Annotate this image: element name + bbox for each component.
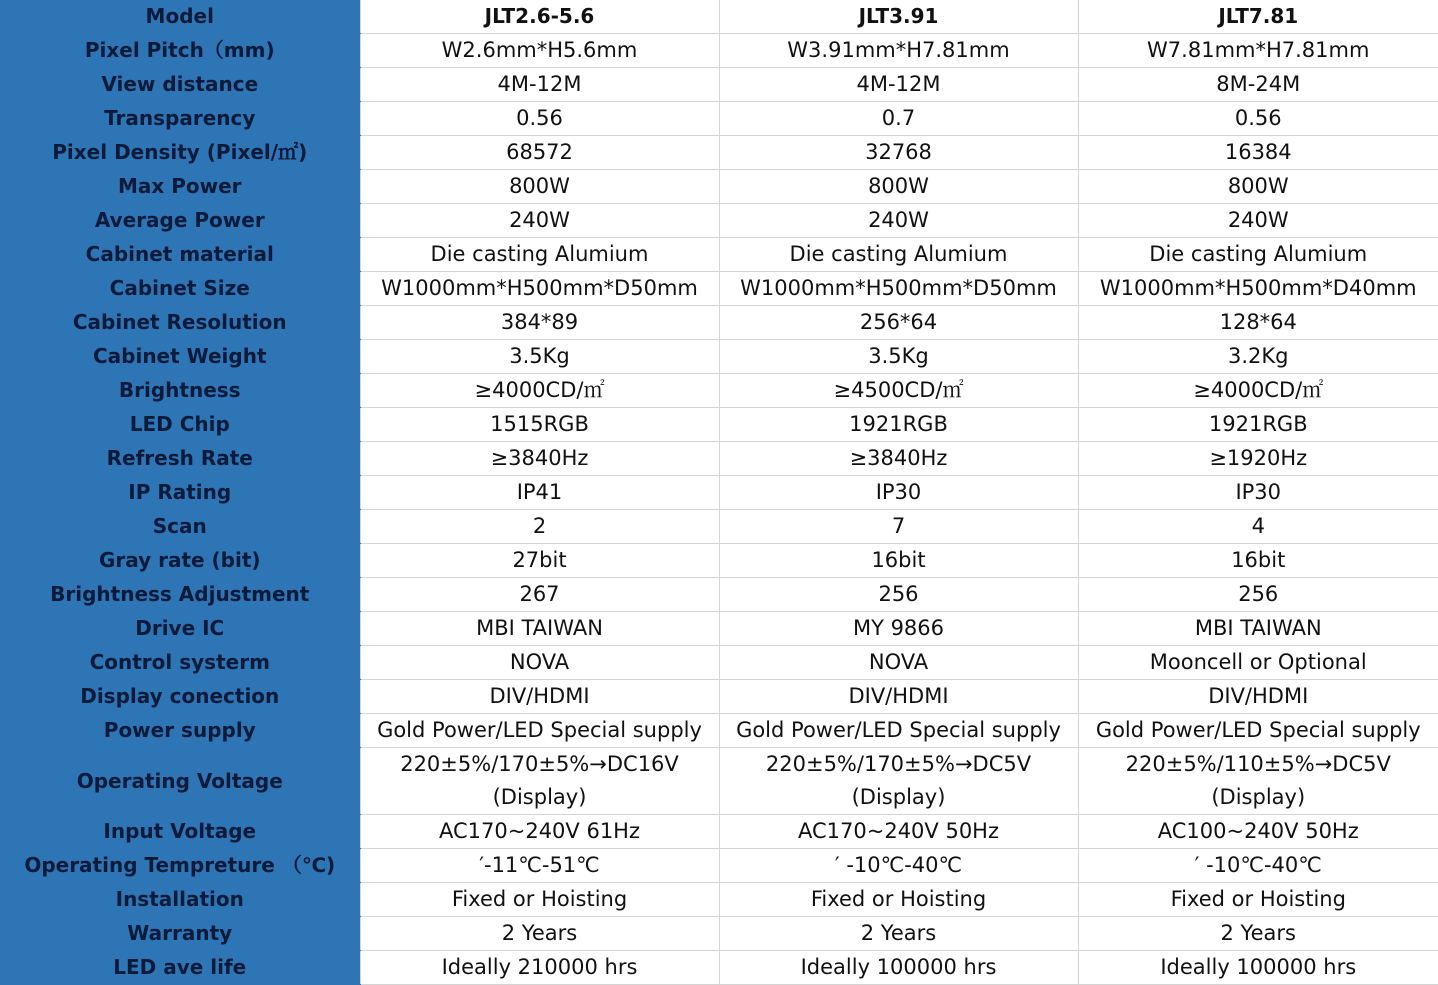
spec-row — [0, 204, 1438, 238]
spec-value: W2.6mm*H5.6mm — [360, 34, 719, 68]
row-label: Pixel Density (Pixel/㎡) — [0, 136, 360, 170]
row-label: Pixel Pitch（mm) — [0, 34, 360, 68]
spec-row — [0, 374, 1438, 408]
spec-row — [0, 815, 1438, 849]
spec-value: Gold Power/LED Special supply — [360, 714, 719, 748]
spec-value: 3.5Kg — [360, 340, 719, 374]
spec-value: MBI TAIWAN — [360, 612, 719, 646]
spec-row — [0, 544, 1438, 578]
row-label: Power supply — [0, 714, 360, 748]
spec-value: 4M-12M — [719, 68, 1078, 102]
spec-value: MY 9866 — [719, 612, 1078, 646]
spec-row — [0, 883, 1438, 917]
row-label: Average Power — [0, 204, 360, 238]
spec-value: 7 — [719, 510, 1078, 544]
spec-value: ′ -10℃-40℃ — [719, 849, 1078, 883]
spec-value: 27bit — [360, 544, 719, 578]
spec-value: Fixed or Hoisting — [1078, 883, 1438, 917]
spec-value: 2 Years — [360, 917, 719, 951]
spec-value: ≥4000CD/㎡ — [1078, 374, 1438, 408]
spec-row — [0, 340, 1438, 374]
header-row — [0, 0, 1438, 34]
spec-value: IP30 — [1078, 476, 1438, 510]
row-label: Installation — [0, 883, 360, 917]
spec-row — [0, 170, 1438, 204]
row-label: LED ave life — [0, 951, 360, 985]
spec-value: NOVA — [360, 646, 719, 680]
spec-value: ≥4000CD/㎡ — [360, 374, 719, 408]
spec-value: 256 — [719, 578, 1078, 612]
spec-value: Gold Power/LED Special supply — [1078, 714, 1438, 748]
row-label: Refresh Rate — [0, 442, 360, 476]
spec-value-line: (Display) — [720, 781, 1078, 814]
spec-value: 4M-12M — [360, 68, 719, 102]
spec-row — [0, 408, 1438, 442]
spec-value: ≥4500CD/㎡ — [719, 374, 1078, 408]
spec-value-line: 220±5%/170±5%→DC5V — [720, 748, 1078, 781]
spec-value: 256 — [1078, 578, 1438, 612]
spec-value — [1078, 748, 1438, 815]
row-label: Cabinet Resolution — [0, 306, 360, 340]
spec-value: W7.81mm*H7.81mm — [1078, 34, 1438, 68]
spec-value: Die casting Alumium — [1078, 238, 1438, 272]
spec-value: W1000mm*H500mm*D50mm — [360, 272, 719, 306]
spec-value: 3.2Kg — [1078, 340, 1438, 374]
spec-value: 2 Years — [719, 917, 1078, 951]
row-label: Operating Voltage — [0, 748, 360, 815]
spec-value: Fixed or Hoisting — [360, 883, 719, 917]
spec-row — [0, 136, 1438, 170]
spec-value: 0.56 — [360, 102, 719, 136]
row-label: Drive IC — [0, 612, 360, 646]
row-label: IP Rating — [0, 476, 360, 510]
spec-value: W1000mm*H500mm*D40mm — [1078, 272, 1438, 306]
spec-value: W1000mm*H500mm*D50mm — [719, 272, 1078, 306]
spec-value: 16bit — [1078, 544, 1438, 578]
spec-row — [0, 34, 1438, 68]
row-label: Warranty — [0, 917, 360, 951]
spec-row — [0, 578, 1438, 612]
spec-value: 240W — [360, 204, 719, 238]
spec-value: MBI TAIWAN — [1078, 612, 1438, 646]
spec-value: ′ -10℃-40℃ — [1078, 849, 1438, 883]
row-label: Brightness — [0, 374, 360, 408]
row-label: Cabinet material — [0, 238, 360, 272]
spec-value: ≥3840Hz — [719, 442, 1078, 476]
spec-row — [0, 442, 1438, 476]
spec-row — [0, 951, 1438, 985]
spec-value: ≥3840Hz — [360, 442, 719, 476]
row-label: LED Chip — [0, 408, 360, 442]
spec-row — [0, 238, 1438, 272]
spec-value: NOVA — [719, 646, 1078, 680]
spec-value: DIV/HDMI — [360, 680, 719, 714]
spec-value: AC170~240V 50Hz — [719, 815, 1078, 849]
spec-row — [0, 680, 1438, 714]
spec-value: 256*64 — [719, 306, 1078, 340]
spec-value-line: (Display) — [361, 781, 719, 814]
spec-row — [0, 612, 1438, 646]
spec-value: Ideally 100000 hrs — [719, 951, 1078, 985]
spec-value: ≥1920Hz — [1078, 442, 1438, 476]
spec-row — [0, 849, 1438, 883]
spec-value: Ideally 100000 hrs — [1078, 951, 1438, 985]
model-header: JLT3.91 — [719, 0, 1078, 34]
spec-value: 3.5Kg — [719, 340, 1078, 374]
spec-value: IP30 — [719, 476, 1078, 510]
spec-value: 16384 — [1078, 136, 1438, 170]
model-header: JLT7.81 — [1078, 0, 1438, 34]
spec-row — [0, 102, 1438, 136]
spec-value: 16bit — [719, 544, 1078, 578]
spec-value: 1515RGB — [360, 408, 719, 442]
spec-value: 800W — [360, 170, 719, 204]
spec-value: 0.56 — [1078, 102, 1438, 136]
model-header: JLT2.6-5.6 — [360, 0, 719, 34]
spec-row — [0, 476, 1438, 510]
spec-value: Die casting Alumium — [360, 238, 719, 272]
row-label: Max Power — [0, 170, 360, 204]
spec-value: 2 — [360, 510, 719, 544]
spec-row — [0, 917, 1438, 951]
spec-value: W3.91mm*H7.81mm — [719, 34, 1078, 68]
spec-value — [360, 748, 719, 815]
row-label: Input Voltage — [0, 815, 360, 849]
spec-value: 384*89 — [360, 306, 719, 340]
spec-value: IP41 — [360, 476, 719, 510]
spec-value: 68572 — [360, 136, 719, 170]
spec-value: 8M-24M — [1078, 68, 1438, 102]
row-label: View distance — [0, 68, 360, 102]
spec-value: Ideally 210000 hrs — [360, 951, 719, 985]
spec-value: Gold Power/LED Special supply — [719, 714, 1078, 748]
row-label: Operating Tempreture （℃) — [0, 849, 360, 883]
spec-value: 800W — [1078, 170, 1438, 204]
spec-value: AC170~240V 61Hz — [360, 815, 719, 849]
spec-value-line: (Display) — [1079, 781, 1438, 814]
row-label: Model — [0, 0, 360, 34]
row-label: Control systerm — [0, 646, 360, 680]
row-label: Display conection — [0, 680, 360, 714]
spec-row — [0, 714, 1438, 748]
row-label: Cabinet Size — [0, 272, 360, 306]
spec-value: DIV/HDMI — [719, 680, 1078, 714]
spec-value: 128*64 — [1078, 306, 1438, 340]
spec-value: 267 — [360, 578, 719, 612]
spec-value: DIV/HDMI — [1078, 680, 1438, 714]
row-label: Brightness Adjustment — [0, 578, 360, 612]
spec-value: 32768 — [719, 136, 1078, 170]
row-label: Transparency — [0, 102, 360, 136]
spec-value: 0.7 — [719, 102, 1078, 136]
spec-row — [0, 272, 1438, 306]
row-label: Cabinet Weight — [0, 340, 360, 374]
spec-row — [0, 510, 1438, 544]
spec-row — [0, 646, 1438, 680]
spec-value: Die casting Alumium — [719, 238, 1078, 272]
spec-row — [0, 748, 1438, 815]
spec-value: 800W — [719, 170, 1078, 204]
spec-value: 1921RGB — [1078, 408, 1438, 442]
spec-value: 4 — [1078, 510, 1438, 544]
spec-value: Fixed or Hoisting — [719, 883, 1078, 917]
spec-value: Mooncell or Optional — [1078, 646, 1438, 680]
spec-body — [0, 34, 1438, 985]
spec-value: 240W — [1078, 204, 1438, 238]
spec-row — [0, 68, 1438, 102]
row-label: Gray rate (bit) — [0, 544, 360, 578]
spec-row — [0, 306, 1438, 340]
spec-value-line: 220±5%/170±5%→DC16V — [361, 748, 719, 781]
spec-value — [719, 748, 1078, 815]
spec-value-line: 220±5%/110±5%→DC5V — [1079, 748, 1438, 781]
spec-value: 1921RGB — [719, 408, 1078, 442]
spec-value: 2 Years — [1078, 917, 1438, 951]
spec-value: 240W — [719, 204, 1078, 238]
spec-value: ′-11℃-51℃ — [360, 849, 719, 883]
row-label: Scan — [0, 510, 360, 544]
spec-value: AC100~240V 50Hz — [1078, 815, 1438, 849]
